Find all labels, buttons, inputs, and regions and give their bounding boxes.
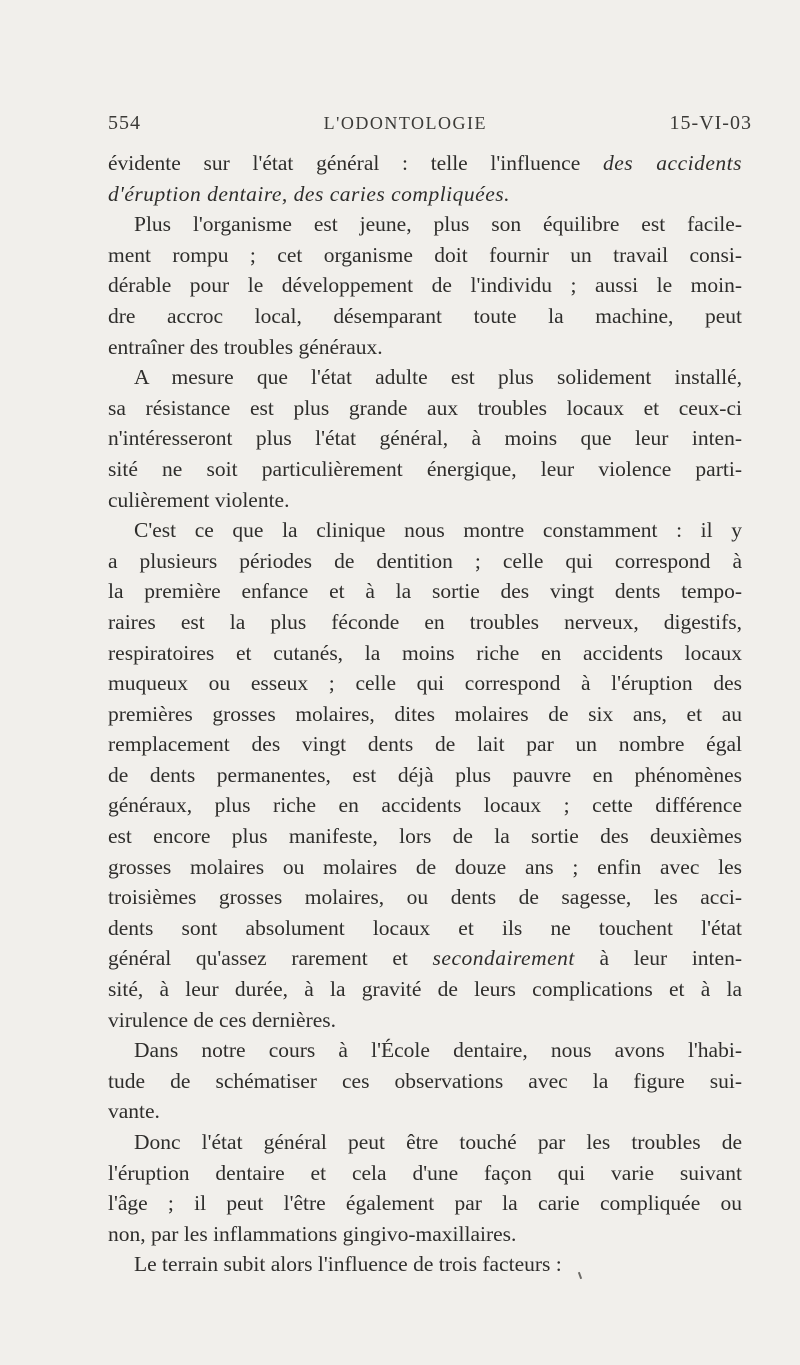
body-text (108, 148, 742, 1280)
text-line: dre accroc local, désemparant toute la machine, peut (108, 303, 742, 328)
paragraph (108, 515, 742, 1035)
paragraph (108, 1127, 742, 1249)
text-line: tude de schématiser ces observations avec la figure sui- (108, 1068, 742, 1093)
text-line: dents sont absolument locaux et ils ne touchent l'état (108, 915, 742, 940)
text-line: a plusieurs périodes de dentition ; celle qui correspond à (108, 548, 742, 573)
text-line: grosses molaires ou molaires de douze ans ; enfin avec les (108, 854, 742, 879)
text-line: ment rompu ; cet organisme doit fournir un travail consi- (108, 242, 742, 267)
text-line: non, par les inflammations gingivo-maxillaires. (108, 1221, 517, 1246)
text-line: virulence de ces dernières. (108, 1007, 337, 1032)
text-line: de dents permanentes, est déjà plus pauvre en phénomènes (108, 762, 742, 787)
text-line: évidente sur l'état général : telle l'influence des accidents (108, 151, 742, 175)
text-line: n'intéresseront plus l'état général, à moins que leur inten- (108, 426, 742, 451)
page-number: 554 (108, 112, 141, 134)
text-line: Dans notre cours à l'École dentaire, nous avons l'habi- (134, 1038, 742, 1063)
text-line: remplacement des vingt dents de lait par un nombre égal (108, 732, 742, 757)
paragraph (108, 209, 742, 362)
text-line: entraîner des troubles généraux. (108, 334, 383, 359)
text-line: Plus l'organisme est jeune, plus son équilibre est facile- (134, 212, 742, 237)
paragraph (108, 1249, 742, 1280)
issue-date: 15-VI-03 (669, 112, 752, 134)
journal-title: L'ODONTOLOGIE (323, 113, 487, 133)
italic-phrase: secondairement (432, 946, 575, 971)
text-line: muqueux ou esseux ; celle qui correspond à l'éruption des (108, 671, 742, 696)
text-line: sité ne soit particulièrement énergique, leur violence parti- (108, 456, 742, 481)
text-line: troisièmes grosses molaires, ou dents de sagesse, les acci- (108, 885, 742, 910)
italic-phrase: d'éruption dentaire, des caries compliquées. (108, 181, 510, 206)
text-line: l'âge ; il peut l'être également par la carie compliquée ou (108, 1191, 742, 1216)
text-line: dérable pour le développement de l'individu ; aussi le moin- (108, 273, 742, 298)
text-line: sa résistance est plus grande aux troubles locaux et ceux-ci (108, 395, 742, 420)
text-line: général qu'assez rarement et secondairement à leur inten- (108, 946, 742, 971)
text-line: l'éruption dentaire et cela d'une façon qui varie suivant (108, 1160, 742, 1185)
text-line: premières grosses molaires, dites molaires de six ans, et au (108, 701, 742, 726)
text-line: vante. (108, 1099, 160, 1124)
text-line: généraux, plus riche en accidents locaux ; cette différence (108, 793, 742, 818)
paragraph (108, 362, 742, 515)
text-line: C'est ce que la clinique nous montre constamment : il y (134, 518, 742, 543)
text-line: culièrement violente. (108, 487, 290, 512)
italic-phrase: des accidents (602, 151, 742, 175)
text-line: Donc l'état général peut être touché par les troubles de (134, 1130, 742, 1154)
text-line: sité, à leur durée, à la gravité de leurs complications et à la (108, 977, 742, 1002)
text-line: A mesure que l'état adulte est plus solidement installé, (134, 365, 742, 390)
paragraph (108, 1035, 742, 1127)
text-line: Le terrain subit alors l'influence de trois facteurs : (134, 1252, 562, 1277)
text-line: raires est la plus féconde en troubles nerveux, digestifs, (108, 609, 742, 634)
text-line: est encore plus manifeste, lors de la sortie des deuxièmes (108, 824, 742, 849)
paragraph (108, 148, 742, 209)
text-line: la première enfance et à la sortie des vingt dents tempo- (108, 579, 742, 604)
text-line (108, 179, 742, 210)
text-line: respiratoires et cutanés, la moins riche en accidents locaux (108, 640, 742, 665)
running-header (108, 112, 752, 135)
